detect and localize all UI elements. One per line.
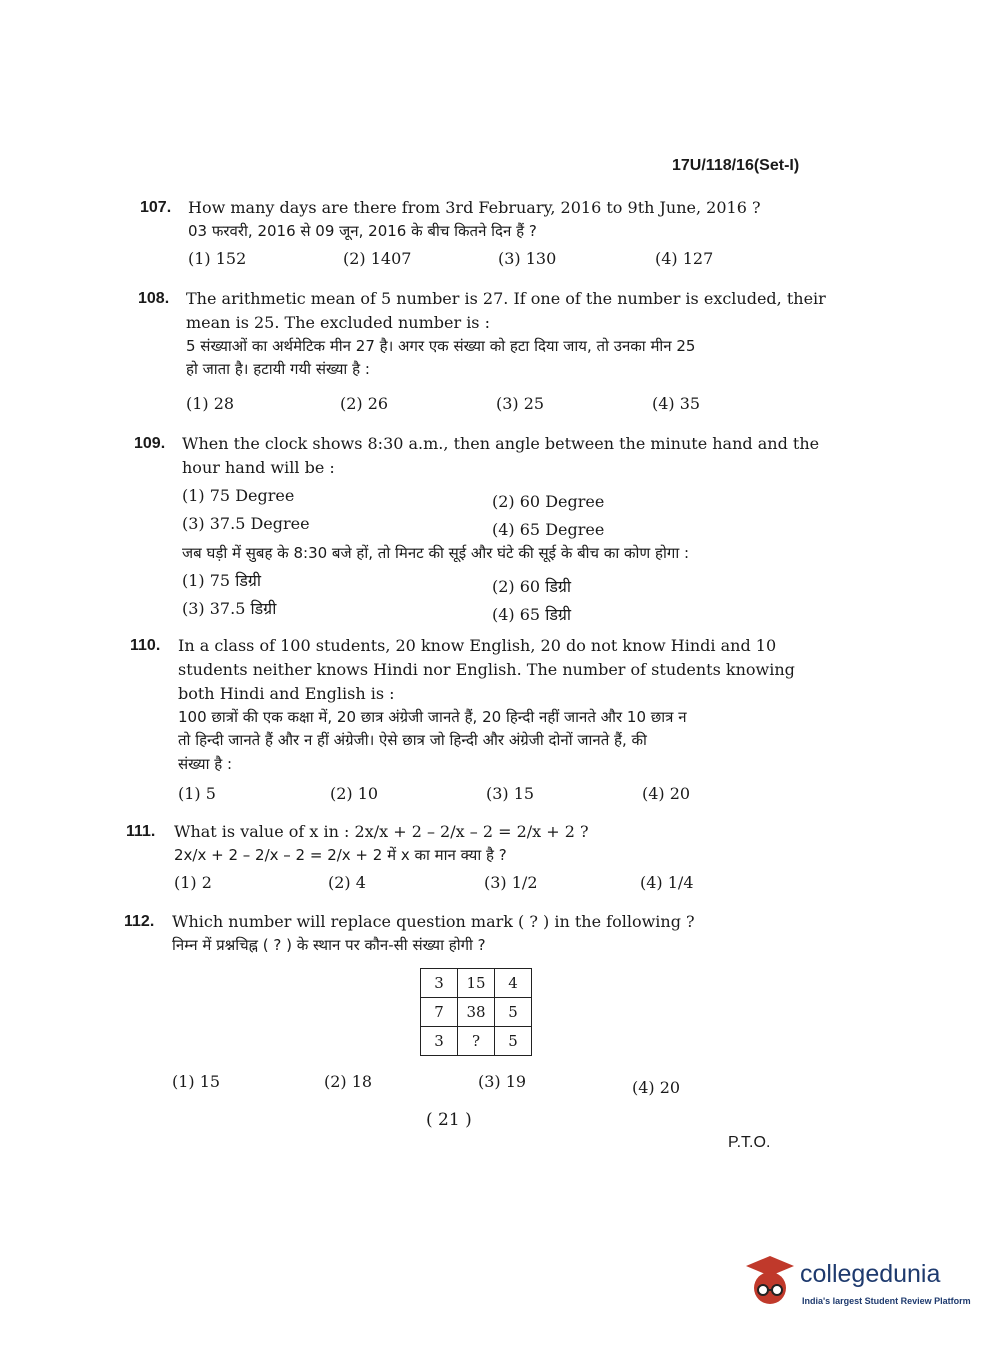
grid-cell: 7 <box>421 998 458 1027</box>
question-text-hi: 5 संख्याओं का अर्थमेटिक मीन 27 है। अगर एक संख्या को हटा दिया जाय, तो उनका मीन 25 <box>186 337 696 355</box>
option-4: (4) 20 <box>632 1078 681 1097</box>
option-1: (1) 15 <box>172 1072 221 1091</box>
collegedunia-logo <box>742 1252 972 1314</box>
question-112-options <box>172 1066 792 1100</box>
question-112 <box>124 910 792 957</box>
question-number: 110. <box>130 637 161 654</box>
option-2: (2) 18 <box>324 1072 373 1091</box>
option-1: (1) 28 <box>186 393 235 413</box>
option-3: (3) 15 <box>486 783 535 803</box>
question-text-hi: 100 छात्रों की एक कक्षा में, 20 छात्र अंग्रेजी जानते हैं, 20 हिन्दी नहीं जानते और 10 छात्र न <box>178 708 687 726</box>
grid-cell: 3 <box>421 1027 458 1056</box>
question-number: 111. <box>126 823 156 840</box>
pto-label: P.T.O. <box>728 1134 771 1151</box>
question-text-hi: हो जाता है। हटायी गयी संख्या है : <box>186 360 370 379</box>
option-2: (2) 4 <box>328 873 366 893</box>
option-4-hi: (4) 65 डिग्री <box>492 605 572 625</box>
question-111 <box>126 820 794 901</box>
logo-tagline: India's largest Student Review Platform <box>802 1296 971 1306</box>
option-3: (3) 130 <box>498 249 557 269</box>
question-109 <box>134 432 820 627</box>
question-text-en: In a class of 100 students, 20 know English, 20 do not know Hindi and 10 <box>178 636 777 655</box>
logo-name: collegedunia <box>800 1260 941 1288</box>
question-text-en: both Hindi and English is : <box>178 684 395 703</box>
option-4: (4) 65 Degree <box>492 520 605 539</box>
question-number: 109. <box>134 435 166 452</box>
option-4: (4) 35 <box>652 393 701 413</box>
option-1: (1) 75 Degree <box>182 486 295 505</box>
option-1: (1) 152 <box>188 249 247 269</box>
question-text-en: Which number will replace question mark ( ? ) in the following ? <box>172 912 695 931</box>
paper-code: 17U/118/16(Set-I) <box>672 157 800 174</box>
grid-cell: 15 <box>458 969 495 998</box>
question-text-hi: जब घड़ी में सुबह के 8:30 बजे हों, तो मिनट की सूई और घंटे की सूई के बीच का कोण होगा : <box>182 544 690 562</box>
question-text-en: hour hand will be : <box>182 458 335 477</box>
grid-cell: 38 <box>458 998 495 1027</box>
grid-cell: 4 <box>495 969 532 998</box>
option-4: (4) 1/4 <box>640 873 694 893</box>
question-text-hi: तो हिन्दी जानते हैं और न हीं अंग्रेजी। ऐसे छात्र जो हिन्दी और अंग्रेजी दोनों जानते हैं, की <box>178 731 647 750</box>
option-3: (3) 37.5 Degree <box>182 514 310 533</box>
option-1: (1) 2 <box>174 873 212 893</box>
option-1: (1) 5 <box>178 783 216 803</box>
question-text-hi: 03 फरवरी, 2016 से 09 जून, 2016 के बीच कितने दिन हैं ? <box>188 222 537 240</box>
question-108 <box>138 287 826 422</box>
question-110 <box>130 634 798 812</box>
mascot-icon <box>742 1252 798 1312</box>
question-number: 107. <box>140 199 172 216</box>
option-3-hi: (3) 37.5 डिग्री <box>182 599 277 619</box>
option-3: (3) 1/2 <box>484 873 538 893</box>
question-text-en: The arithmetic mean of 5 number is 27. If one of the number is excluded, their <box>186 289 826 308</box>
page-number: ( 21 ) <box>426 1110 472 1130</box>
question-text-en: What is value of x in : 2x/x + 2 – 2/x – 2 = 2/x + 2 ? <box>174 822 589 841</box>
question-text-hi: संख्या है : <box>178 754 233 773</box>
question-text-en: How many days are there from 3rd February, 2016 to 9th June, 2016 ? <box>188 198 761 217</box>
option-1-hi: (1) 75 डिग्री <box>182 571 262 591</box>
option-4: (4) 20 <box>642 783 691 803</box>
question-text-en: mean is 25. The excluded number is : <box>186 313 490 332</box>
question-text-en: When the clock shows 8:30 a.m., then angle between the minute hand and the <box>182 434 820 453</box>
question-text-hi: 2x/x + 2 – 2/x – 2 = 2/x + 2 में x का मान क्या है ? <box>174 846 507 864</box>
option-2: (2) 60 Degree <box>492 492 605 511</box>
question-number: 108. <box>138 290 170 307</box>
option-4: (4) 127 <box>655 249 714 269</box>
question-number: 112. <box>124 913 155 930</box>
grid-cell: 5 <box>495 1027 532 1056</box>
grid-cell: 3 <box>421 969 458 998</box>
grid-cell: ? <box>458 1027 495 1056</box>
grid-cell: 5 <box>495 998 532 1027</box>
option-2-hi: (2) 60 डिग्री <box>492 577 572 597</box>
option-2: (2) 1407 <box>343 249 412 269</box>
number-grid <box>420 968 532 1056</box>
question-text-hi: निम्न में प्रश्नचिह्न ( ? ) के स्थान पर कौन-सी संख्या होगी ? <box>172 936 486 954</box>
option-2: (2) 10 <box>330 783 379 803</box>
option-3: (3) 19 <box>478 1072 527 1091</box>
option-2: (2) 26 <box>340 393 389 413</box>
question-text-en: students neither knows Hindi nor English. The number of students knowing <box>178 660 795 679</box>
question-107 <box>140 196 808 277</box>
option-3: (3) 25 <box>496 393 545 413</box>
